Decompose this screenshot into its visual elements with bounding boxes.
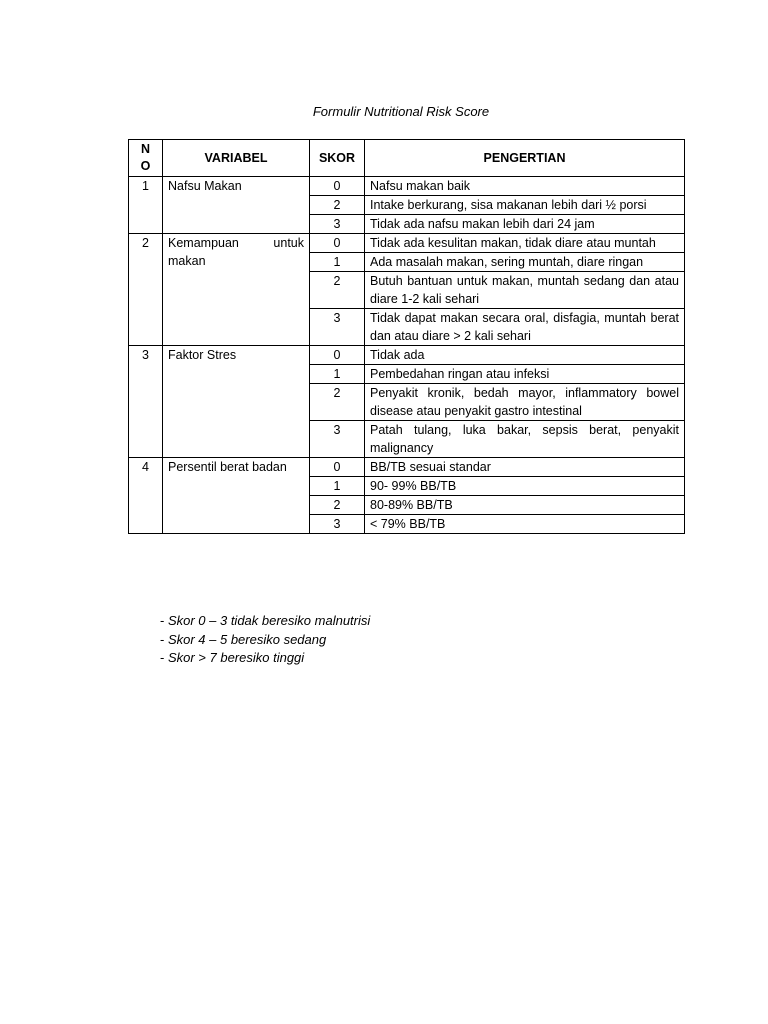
table-row — [129, 177, 685, 196]
score-cell: 0 — [310, 346, 365, 365]
header-no — [129, 140, 163, 177]
score-cell: 3 — [310, 515, 365, 534]
definition-cell: Tidak ada kesulitan makan, tidak diare atau muntah — [365, 234, 685, 253]
score-cell: 1 — [310, 365, 365, 384]
score-cell: 1 — [310, 253, 365, 272]
nutritional-risk-table — [128, 139, 685, 534]
definition-cell: 80-89% BB/TB — [365, 496, 685, 515]
score-cell: 3 — [310, 421, 365, 458]
table-row — [129, 458, 685, 477]
document-title: Formulir Nutritional Risk Score — [312, 104, 490, 119]
row-number: 3 — [129, 346, 163, 458]
variable-name: Kemampuan untuk makan — [163, 234, 310, 346]
score-cell: 2 — [310, 272, 365, 309]
legend-item: - Skor 0 – 3 tidak beresiko malnutrisi — [160, 612, 370, 631]
score-legend — [160, 612, 370, 668]
table-header-row — [129, 140, 685, 177]
row-number: 4 — [129, 458, 163, 534]
score-cell: 0 — [310, 234, 365, 253]
score-cell: 0 — [310, 458, 365, 477]
definition-cell: < 79% BB/TB — [365, 515, 685, 534]
row-number: 2 — [129, 234, 163, 346]
score-cell: 2 — [310, 196, 365, 215]
definition-cell: Intake berkurang, sisa makanan lebih dari ½ porsi — [365, 196, 685, 215]
legend-item: - Skor 4 – 5 beresiko sedang — [160, 631, 370, 650]
legend-item: - Skor > 7 beresiko tinggi — [160, 649, 370, 668]
score-cell: 3 — [310, 309, 365, 346]
variable-name: Faktor Stres — [163, 346, 310, 458]
header-variabel: VARIABEL — [163, 140, 310, 177]
definition-cell: Ada masalah makan, sering muntah, diare ringan — [365, 253, 685, 272]
variable-name: Nafsu Makan — [163, 177, 310, 234]
definition-cell: Tidak ada — [365, 346, 685, 365]
header-skor: SKOR — [310, 140, 365, 177]
table-row — [129, 346, 685, 365]
header-pengertian: PENGERTIAN — [365, 140, 685, 177]
definition-cell: Tidak ada nafsu makan lebih dari 24 jam — [365, 215, 685, 234]
definition-cell: 90- 99% BB/TB — [365, 477, 685, 496]
score-cell: 2 — [310, 384, 365, 421]
table-row — [129, 234, 685, 253]
score-cell: 3 — [310, 215, 365, 234]
definition-cell: Nafsu makan baik — [365, 177, 685, 196]
definition-cell: Penyakit kronik, bedah mayor, inflammatory bowel disease atau penyakit gastro intestinal — [365, 384, 685, 421]
score-cell: 1 — [310, 477, 365, 496]
definition-cell: Butuh bantuan untuk makan, muntah sedang dan atau diare 1-2 kali sehari — [365, 272, 685, 309]
variable-name: Persentil berat badan — [163, 458, 310, 534]
row-number: 1 — [129, 177, 163, 234]
header-no-line1: N — [140, 142, 151, 156]
definition-cell: Patah tulang, luka bakar, sepsis berat, penyakit malignancy — [365, 421, 685, 458]
header-no-line2: O — [140, 159, 151, 173]
definition-cell: Pembedahan ringan atau infeksi — [365, 365, 685, 384]
definition-cell: Tidak dapat makan secara oral, disfagia, muntah berat dan atau diare > 2 kali sehari — [365, 309, 685, 346]
score-cell: 2 — [310, 496, 365, 515]
definition-cell: BB/TB sesuai standar — [365, 458, 685, 477]
score-cell: 0 — [310, 177, 365, 196]
